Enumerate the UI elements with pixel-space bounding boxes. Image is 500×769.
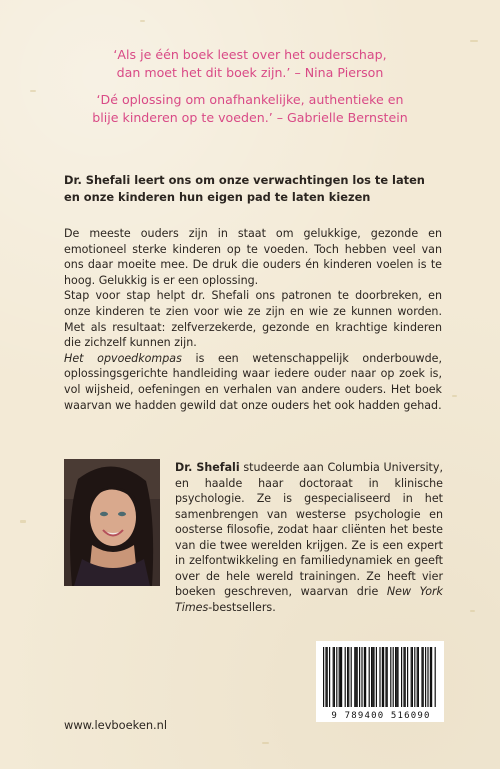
author-bio-text-2: -bestsellers. <box>208 600 276 614</box>
author-bio <box>175 460 443 615</box>
barcode-bar <box>329 647 330 707</box>
barcode-bar <box>341 647 342 707</box>
barcode-bar <box>351 647 352 707</box>
paper-fleck <box>470 40 478 42</box>
barcode-bar <box>423 647 424 707</box>
barcode-bar <box>430 647 431 707</box>
quote-1-line2 <box>0 64 500 82</box>
barcode-bar <box>323 647 324 707</box>
paper-fleck <box>470 610 475 612</box>
barcode-bar <box>371 647 372 707</box>
barcode-bars <box>316 641 444 711</box>
description-paragraph-2: Stap voor stap helpt dr. Shefali ons patronen te doorbreken, en onze kinderen te zien voor wie ze zijn en wie ze kunnen worden. Met als resultaat: zelfverzekerde, gezonde en krachtige kinderen die zichzelf kunnen zijn. <box>64 289 442 350</box>
description-paragraph-3 <box>64 351 442 413</box>
quote-2-line2 <box>0 109 500 127</box>
description-paragraph-3-text: is een wetenschappelijk onderbouwde, oplossingsgerichte handleiding waar iedere ouder naar op zoek is, vol wijsheid, oefeningen en verhalen van andere ouders. Het boek waarvan we hadden gewild dat onze ouders het ook hadden gehad. <box>64 351 442 412</box>
barcode-bar <box>357 647 358 707</box>
barcode-bar <box>369 647 370 707</box>
barcode-bar <box>327 647 328 707</box>
quote-1-line1: ‘Als je één boek leest over het ouderschap, <box>113 47 387 62</box>
barcode-bar <box>396 647 397 707</box>
publisher-website: www.levboeken.nl <box>64 718 168 732</box>
paper-fleck <box>262 742 269 744</box>
barcode-bar <box>345 647 346 707</box>
barcode-bar <box>354 647 355 707</box>
quote-2-author: – Gabrielle Bernstein <box>276 110 408 125</box>
book-title: Het opvoedkompas <box>64 351 182 365</box>
paper-fleck <box>140 20 145 22</box>
author-bio-text-1: studeerde aan Columbia University, en haalde haar doctoraat in klinische psychologie. Ze is gespecialiseerd in het samenbrengen van westerse psychologie en oosterse filosofie, zodat haar cliënten het beste van die twee werelden krijgen. Ze is een expert in zelfontwikkeling en familiedynamiek en geeft over de hele wereld trainingen. Ze heeft vier boeken geschreven, waarvan drie <box>175 461 443 598</box>
barcode-bar <box>385 647 386 707</box>
barcode-bar <box>405 647 406 707</box>
barcode-bar <box>336 647 337 707</box>
quote-2-line1: ‘Dé oplossing om onafhankelijke, authentieke en <box>96 92 404 107</box>
barcode-bar <box>397 647 398 707</box>
barcode-bar <box>334 647 335 707</box>
paper-fleck <box>452 395 457 397</box>
barcode-bar <box>373 647 374 707</box>
quote-2 <box>0 91 500 127</box>
barcode-bar <box>390 647 391 707</box>
barcode-bar <box>325 647 326 707</box>
intro-heading: Dr. Shefali leert ons om onze verwachtingen los te laten en onze kinderen hun eigen pad te laten kiezen <box>64 173 425 204</box>
barcode-bar <box>387 647 388 707</box>
isbn-barcode <box>316 641 444 722</box>
endorsement-quotes <box>0 46 500 136</box>
barcode-bar <box>412 647 413 707</box>
quote-1 <box>0 46 500 82</box>
author-portrait-image <box>64 459 160 586</box>
barcode-bar <box>382 647 383 707</box>
barcode-bar <box>339 647 340 707</box>
quote-1-line2-text: dan moet het dit boek zijn.’ <box>116 65 291 80</box>
barcode-bar <box>417 647 418 707</box>
barcode-bar <box>372 647 373 707</box>
isbn-number: 9 789400 516090 <box>331 711 431 721</box>
author-name: Dr. Shefali <box>175 461 240 474</box>
barcode-bar <box>407 647 408 707</box>
barcode-bar <box>427 647 428 707</box>
barcode-bar <box>361 647 362 707</box>
barcode-bar <box>421 647 422 707</box>
barcode-bar <box>393 647 394 707</box>
barcode-bar <box>348 647 349 707</box>
quote-2-line2-text: blije kinderen op te voeden.’ <box>92 110 273 125</box>
barcode-bar <box>359 647 360 707</box>
barcode-bar <box>411 647 412 707</box>
author-photo <box>64 459 160 586</box>
barcode-bar <box>383 647 384 707</box>
barcode-bar <box>376 647 377 707</box>
description-paragraph-1: De meeste ouders zijn in staat om gelukkige, gezonde en emotioneel sterke kinderen op te voeden. Toch hebben veel van ons daar moeite mee. De druk die ouders én kinderen voelen is te hoog. Gelukkig is er een oplossing. <box>64 227 442 287</box>
barcode-bar <box>414 647 415 707</box>
barcode-bar <box>403 647 404 707</box>
author-bio-nyt: New York Times <box>175 585 443 614</box>
barcode-bar <box>364 647 365 707</box>
description <box>64 226 442 413</box>
barcode-bar <box>365 647 366 707</box>
quote-1-author: – Nina Pierson <box>294 65 384 80</box>
barcode-bar <box>431 647 432 707</box>
barcode-bar <box>395 647 396 707</box>
barcode-bar <box>425 647 426 707</box>
barcode-bar <box>333 647 334 707</box>
paper-fleck <box>20 520 26 523</box>
barcode-bar <box>418 647 419 707</box>
barcode-bar <box>401 647 402 707</box>
barcode-bar <box>347 647 348 707</box>
barcode-bar <box>435 647 436 707</box>
barcode-bar <box>379 647 380 707</box>
barcode-bar <box>340 647 341 707</box>
barcode-bar <box>355 647 356 707</box>
